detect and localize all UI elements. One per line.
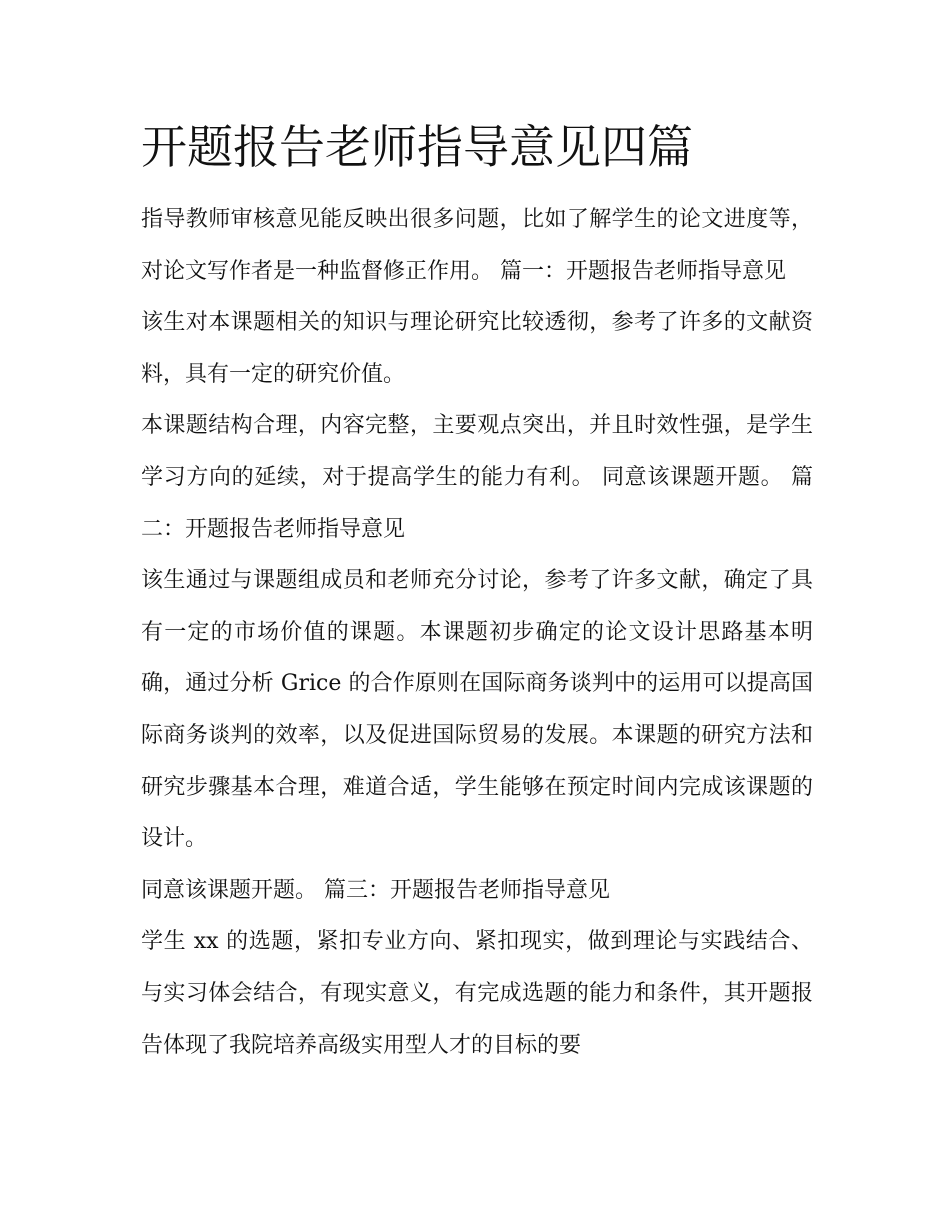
document-body	[141, 112, 813, 1071]
paragraph-opinion-3: 学生 xx 的选题，紧扣专业方向、紧扣现实，做到理论与实践结合、与实习体会结合，有现实意义，有完成选题的能力和条件，其开题报告体现了我院培养高级实用型人才的目标的要	[141, 929, 813, 1058]
document-title: 开题报告老师指导意见四篇	[141, 120, 693, 174]
paragraph-opinion-2-approval: 同意该课题开题。 篇三：开题报告老师指导意见	[141, 877, 610, 903]
paragraph-opinion-1a: 该生对本课题相关的知识与理论研究比较透彻，参考了许多的文献资料，具有一定的研究价值。	[141, 310, 813, 387]
paragraph-opinion-1b: 本课题结构合理，内容完整，主要观点突出，并且时效性强，是学生学习方向的延续，对于提高学生的能力有利。 同意该课题开题。 篇二：开题报告老师指导意见	[141, 413, 813, 542]
paragraph-opinion-2: 该生通过与课题组成员和老师充分讨论，参考了许多文献，确定了具有一定的市场价值的课题。本课题初步确定的论文设计思路基本明确，通过分析 Grice 的合作原则在国际商务谈判中的运用可以提高国际商务谈判的效率，以及促进国际贸易的发展。本课题的研究方法和研究步骤基本合理，难道合适，学生能够在预定时间内完成该课题的设计。	[141, 568, 813, 852]
paragraph-intro: 指导教师审核意见能反映出很多问题，比如了解学生的论文进度等，对论文写作者是一种监督修正作用。 篇一：开题报告老师指导意见	[141, 207, 813, 284]
